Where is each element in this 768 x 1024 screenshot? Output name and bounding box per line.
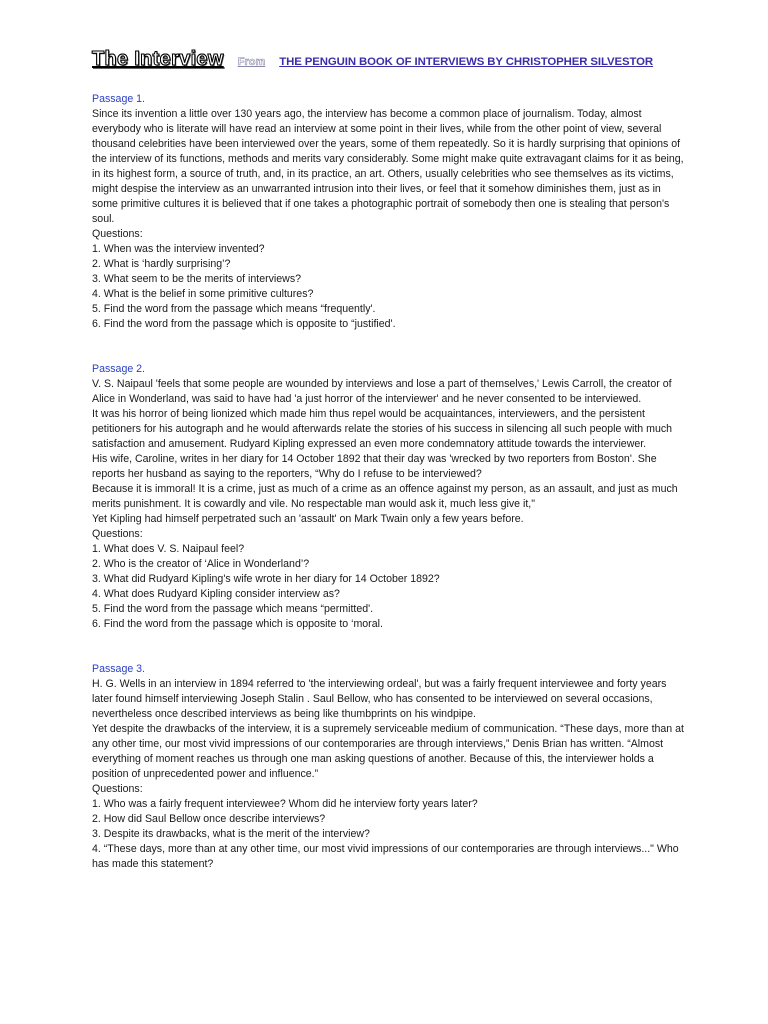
question-list bbox=[92, 242, 684, 332]
passage-3 bbox=[92, 662, 684, 872]
question-item: 5. Find the word from the passage which means “frequently'. bbox=[92, 303, 376, 315]
question-item: 2. Who is the creator of ‘Alice in Wonderland’? bbox=[92, 558, 310, 570]
document-title: The Interview bbox=[92, 48, 224, 70]
question-item: 3. What seem to be the merits of interviews? bbox=[92, 273, 302, 285]
question-item: 4. What does Rudyard Kipling consider interview as? bbox=[92, 588, 340, 600]
question-item: 2. How did Saul Bellow once describe interviews? bbox=[92, 813, 326, 825]
source-title: THE PENGUIN BOOK OF INTERVIEWS BY CHRISTOPHER SILVESTOR bbox=[279, 56, 654, 68]
question-item: 6. Find the word from the passage which is opposite to “justified'. bbox=[92, 318, 396, 330]
passage-paragraph: Yet Kipling had himself perpetrated such an 'assault' on Mark Twain only a few years before. bbox=[92, 513, 524, 525]
from-label: From bbox=[237, 56, 266, 68]
passage-heading: Passage 2. bbox=[92, 363, 146, 375]
question-item: 3. Despite its drawbacks, what is the merit of the interview? bbox=[92, 828, 370, 840]
question-list bbox=[92, 542, 684, 632]
passage-paragraph: His wife, Caroline, writes in her diary for 14 October 1892 that their day was 'wrecked by two reporters from Boston'. She reports her husband as saying to the reporters, “Why do I refuse to be interviewed? bbox=[92, 453, 657, 480]
document-page bbox=[92, 48, 684, 872]
passage-paragraph: Because it is immoral! It is a crime, just as much of a crime as an offence against my person, as an assault, and just as much merits punishment. It is cowardly and vile. No respectable man would ask it, much less give it," bbox=[92, 483, 678, 510]
question-item: 2. What is ‘hardly surprising’? bbox=[92, 258, 231, 270]
questions-label: Questions: bbox=[92, 228, 143, 240]
question-item: 4. What is the belief in some primitive cultures? bbox=[92, 288, 314, 300]
question-item: 1. Who was a fairly frequent interviewee? Whom did he interview forty years later? bbox=[92, 798, 478, 810]
questions-label: Questions: bbox=[92, 783, 143, 795]
question-list bbox=[92, 797, 684, 872]
passage-paragraph: Since its invention a little over 130 years ago, the interview has become a common place of journalism. Today, almost everybody who is literate will have read an interview at some point in their lives, while from the other point of view, several thousand celebrities have been interviewed over the years, some of them repeatedly. So it is hardly surprising that opinions of the interview of its functions, methods and merits vary considerably. Some might make quite extravagant claims for it as being, in its highest form, a source of truth, and, in its practice, an art. Others, usually celebrities who see themselves as its victims, might despise the interview as an unwarranted intrusion into their lives, or feel that it somehow diminishes them, just as in some primitive cultures it is believed that if one takes a photographic portrait of somebody then one is stealing that person's soul. bbox=[92, 108, 684, 225]
passage-paragraph: H. G. Wells in an interview in 1894 referred to 'the interviewing ordeal', but was a fairly frequent interviewee and forty years later found himself interviewing Joseph Stalin . Saul Bellow, who has consented to be interviewed on several occasions, nevertheless once described interviews as being like thumbprints on his windpipe. bbox=[92, 678, 667, 720]
question-item: 1. What does V. S. Naipaul feel? bbox=[92, 543, 245, 555]
passage-2 bbox=[92, 362, 684, 632]
passage-paragraph: It was his horror of being lionized which made him thus repel would be acquaintances, interviewers, and the persistent petitioners for his autograph and he would afterwards relate the stories of his success in silencing all such people with much satisfaction and amusement. Rudyard Kipling expressed an even more condemnatory attitude towards the interviewer. bbox=[92, 408, 673, 450]
passage-heading: Passage 3. bbox=[92, 663, 146, 675]
question-item: 3. What did Rudyard Kipling's wife wrote in her diary for 14 October 1892? bbox=[92, 573, 440, 585]
question-item: 4. “These days, more than at any other time, our most vivid impressions of our contemporaries are through interviews..." Who has made this statement? bbox=[92, 843, 679, 870]
passage-1 bbox=[92, 92, 684, 332]
passage-heading: Passage 1. bbox=[92, 93, 146, 105]
questions-label: Questions: bbox=[92, 528, 143, 540]
document-header bbox=[92, 48, 684, 78]
passage-paragraph: V. S. Naipaul 'feels that some people are wounded by interviews and lose a part of themselves,' Lewis Carroll, the creator of Alice in Wonderland, was said to have had 'a just horror of the interviewer' and he never consented to be interviewed. bbox=[92, 378, 672, 405]
question-item: 5. Find the word from the passage which means “permitted'. bbox=[92, 603, 374, 615]
passage-paragraph: Yet despite the drawbacks of the interview, it is a supremely serviceable medium of communication. “These days, more than at any other time, our most vivid impressions of our contemporaries are through interviews,” Denis Brian has written. “Almost everything of moment reaches us through one man asking questions of another. Because of this, the interviewer holds a position of unprecedented power and influence.” bbox=[92, 723, 684, 780]
question-item: 1. When was the interview invented? bbox=[92, 243, 265, 255]
question-item: 6. Find the word from the passage which is opposite to ‘moral. bbox=[92, 618, 383, 630]
